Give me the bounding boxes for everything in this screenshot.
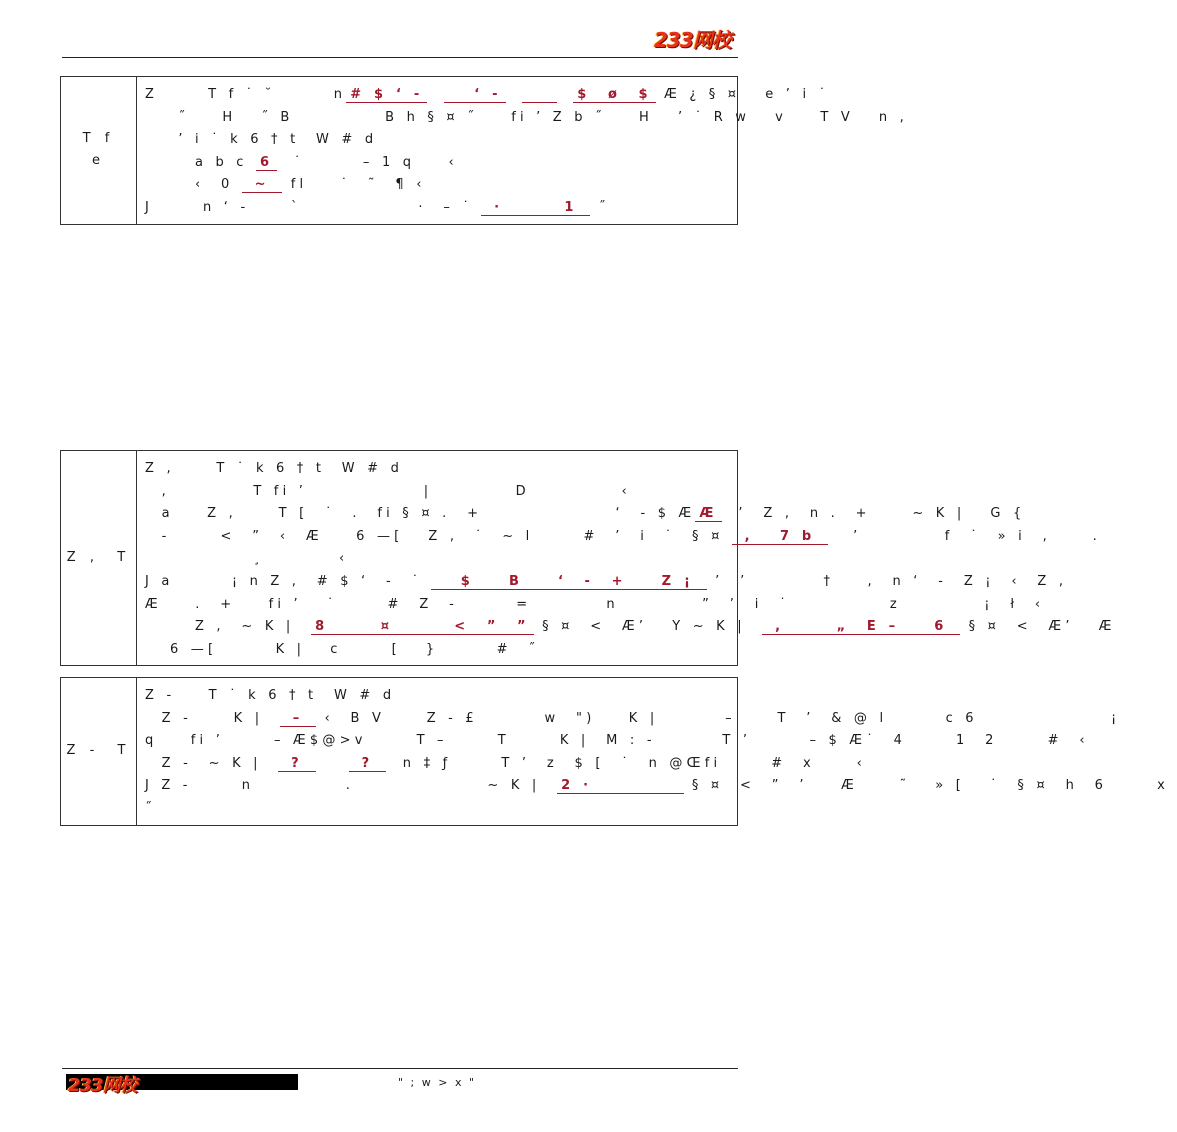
- logo-bottom: 233网校: [68, 1075, 137, 1096]
- fill-in-blank: ?: [278, 756, 315, 772]
- line-text: Æ ¿ § ¤ e ’ i ˙: [655, 87, 830, 102]
- line-text: , T fi ’ | D ‹: [145, 483, 631, 499]
- entry-line: [145, 730, 1169, 753]
- vocab-entry-3: [60, 677, 1170, 826]
- fill-in-blank: 2 ·: [557, 778, 683, 794]
- line-text: - < ” ‹ Æ 6 —[ Z , ˙ ~ l # ’ i ˙ § ¤: [145, 528, 732, 544]
- line-text: J a ¡ n Z , # $ ‘ - ˙: [145, 573, 431, 589]
- fill-in-blank: $ B ‘ - + Z ¡: [431, 574, 707, 590]
- fill-in-blank: Æ: [695, 506, 721, 522]
- entry-line: [145, 526, 1116, 549]
- line-text: ’ Z , n . + ~ K | G {: [721, 506, 1026, 522]
- entry-body: [137, 451, 1124, 665]
- fill-in-blank: 8 ¤ < ” ”: [311, 619, 534, 635]
- line-text: J n ‘ - ` · – ˙: [145, 199, 482, 215]
- entry-line: [145, 775, 1169, 798]
- line-text: a b c: [145, 154, 256, 170]
- entry-line: [145, 107, 908, 130]
- line-text: q fi ’ – Æ$@>v T – T K | M : - T ’ – $ Æ˙ 4 1 2 # ‹: [145, 733, 1089, 749]
- fill-in-blank: [522, 87, 556, 103]
- logo-top: 233网校: [654, 28, 731, 52]
- line-text: ’ f ˙ » i , .: [828, 528, 1101, 544]
- entry-line: [145, 753, 1169, 776]
- line-text: ˝: [590, 199, 610, 215]
- vocab-entry-1: [60, 76, 909, 225]
- line-text: [506, 87, 523, 102]
- line-text: § ¤ < ” ’ Æ ˜ » [ ˙ § ¤ h 6 x: [683, 778, 1170, 794]
- entry-term: T f e: [61, 77, 137, 224]
- entry-line: [145, 458, 1116, 481]
- entry-line: [145, 174, 908, 197]
- line-text: Z , ~ K |: [145, 619, 312, 635]
- entry-line: [145, 129, 908, 152]
- header-divider: [62, 57, 738, 58]
- line-text: ’ i ˙ k 6 † t W # d: [145, 132, 378, 148]
- fill-in-blank: , 7 b: [732, 529, 828, 545]
- fill-in-blank: ~: [242, 177, 283, 193]
- entry-body: [137, 77, 916, 224]
- fill-in-blank: ?: [349, 756, 386, 772]
- line-text: ˝: [145, 800, 156, 816]
- entry-line: [145, 685, 1169, 708]
- page-number: " ; w > x ": [398, 1076, 477, 1089]
- entry-term: Z , T: [61, 451, 137, 665]
- entry-line: [145, 548, 1116, 571]
- fill-in-blank: , „ E – 6: [762, 619, 960, 635]
- line-text: [427, 87, 444, 102]
- line-text: J Z - n . ~ K |: [145, 778, 558, 794]
- line-text: Z - T ˙ k 6 † t W # d: [145, 688, 396, 703]
- line-text: ‹ 0: [145, 177, 242, 193]
- entry-line: [145, 481, 1116, 504]
- line-text: ’ ’ † , n ‘ - Z ¡ ‹ Z ,: [706, 573, 1068, 589]
- vocab-entry-2: [60, 450, 1116, 666]
- fill-in-blank: · 1: [481, 200, 590, 216]
- line-text: ˝ H ˝ B B h § ¤ ˝ fi ’ Z b ˝ H ’ ˙ R w v T V n ,: [145, 109, 909, 125]
- line-text: 6 —[ K | c [ } # ˝: [145, 641, 540, 657]
- entry-line: [145, 639, 1116, 662]
- line-text: § ¤ < Æ’ Æ: [960, 619, 1116, 635]
- footer-divider: [62, 1068, 738, 1069]
- entry-line: [145, 197, 908, 220]
- entry-line: [145, 571, 1116, 594]
- fill-in-blank: ‘ -: [444, 87, 506, 103]
- fill-in-blank: # $ ‘ -: [346, 87, 427, 103]
- line-text: ¸ ‹: [145, 551, 349, 567]
- fill-in-blank: –: [280, 711, 316, 727]
- entry-line: [145, 798, 1169, 821]
- line-text: ‹ B V Z - £ w ") K | – T ’ & @ l c 6 ¡: [316, 710, 1121, 726]
- entry-term: Z - T: [61, 678, 137, 825]
- entry-line: [145, 594, 1116, 617]
- entry-line: [145, 708, 1169, 731]
- line-text: n ‡ ƒ T ’ z $ [ ˙ n @Œfi # x ‹: [386, 755, 867, 771]
- line-text: a Z , T [ ˙ . fi § ¤ . + ‘ - $ Æ: [145, 506, 696, 522]
- line-text: Æ . + fi ’ ˙ # Z - = n ” ’ i ˙ z ¡ ł ‹: [145, 596, 1045, 612]
- entry-body: [137, 678, 1177, 825]
- entry-line: [145, 84, 908, 107]
- entry-line: [145, 152, 908, 175]
- line-text: ˙ – 1 q ‹: [277, 154, 458, 170]
- line-text: § ¤ < Æ’ Y ~ K |: [533, 619, 763, 635]
- line-text: [557, 87, 574, 102]
- entry-line: [145, 616, 1116, 639]
- line-text: fl ˙ ˜ ¶ ‹: [282, 177, 426, 193]
- line-text: Z , T ˙ k 6 † t W # d: [145, 461, 404, 476]
- fill-in-blank: 6: [256, 155, 277, 171]
- fill-in-blank: $ ø $: [573, 87, 656, 103]
- entry-line: [145, 503, 1116, 526]
- line-text: [316, 756, 349, 771]
- line-text: Z T f ˙ ˘ n: [145, 87, 347, 102]
- line-text: Z - ~ K |: [145, 755, 279, 771]
- line-text: Z - K |: [145, 710, 280, 726]
